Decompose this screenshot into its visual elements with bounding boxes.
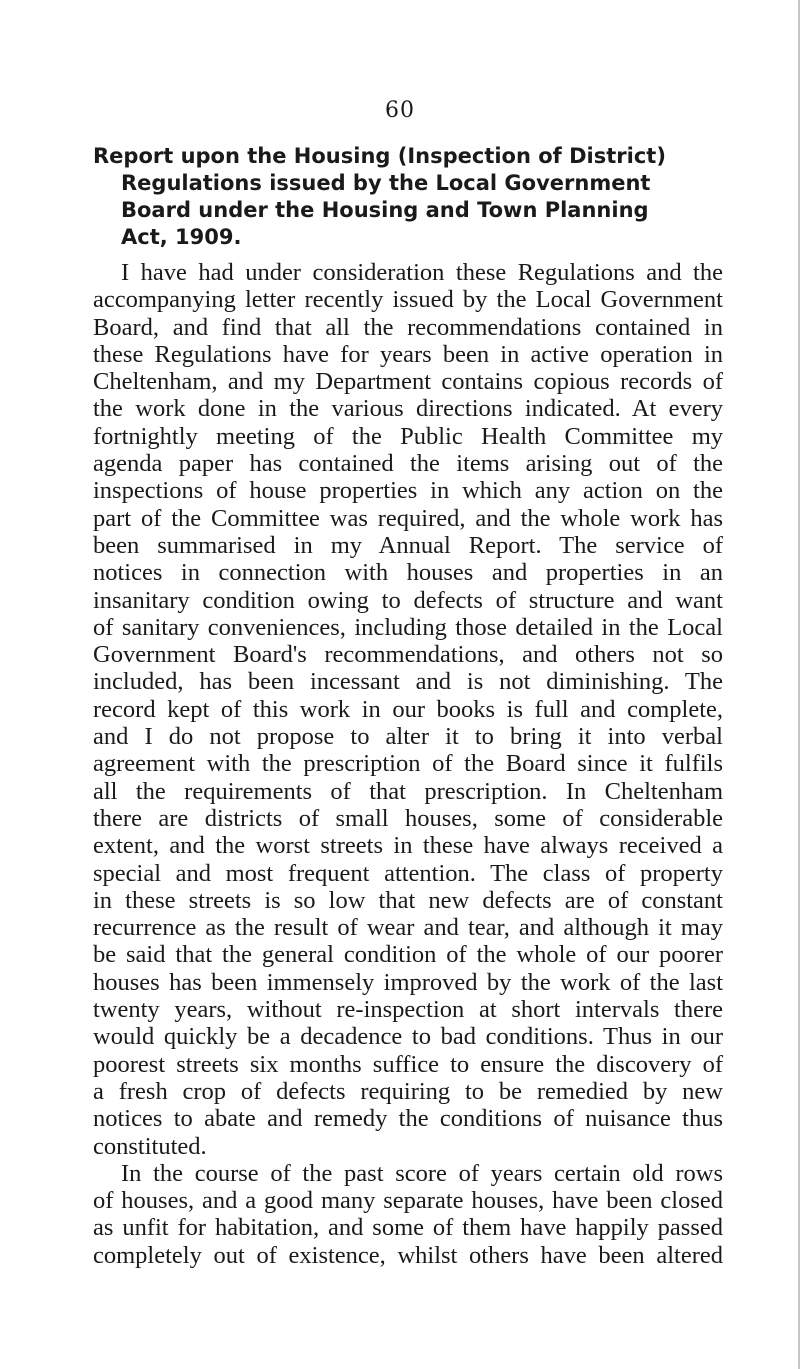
text-line: agreement with the prescription of the Board since it fulfils [93,750,723,778]
paragraph [93,259,723,1160]
text-line: accompanying letter recently issued by the Local Government [93,286,723,314]
heading-line: Regulations issued by the Local Government [121,171,651,195]
text-line: be said that the general condition of the whole of our poorer [93,941,723,969]
paragraph [93,1160,723,1269]
text-line: insanitary condition owing to defects of structure and want [93,586,723,614]
heading-line: Act, 1909. [121,225,242,249]
report-heading [93,143,723,251]
text-line: houses has been immensely improved by the work of the last [93,968,723,996]
text-line: completely out of existence, whilst others have been altered [93,1241,723,1269]
text-line: all the requirements of that prescription. In Cheltenham [93,777,723,805]
text-line: record kept of this work in our books is full and complete, [93,695,723,723]
text-line: twenty years, without re-inspection at short intervals there [93,996,723,1024]
text-line: Board, and find that all the recommendations contained in [93,313,723,341]
heading-line: Report upon the Housing (Inspection of District) [93,144,666,168]
text-line: the work done in the various directions indicated. At every [93,395,723,423]
text-line: extent, and the worst streets in these have always received a [93,832,723,860]
text-line: recurrence as the result of wear and tear, and although it may [93,914,723,942]
text-line: Government Board's recommendations, and others not so [93,641,723,669]
text-line: a fresh crop of defects requiring to be remedied by new [93,1077,723,1105]
text-line: special and most frequent attention. The class of property [93,859,723,887]
text-line: In the course of the past score of years certain old rows [121,1159,723,1187]
text-line: there are districts of small houses, some of considerable [93,804,723,832]
text-line: constituted. [93,1132,207,1160]
text-line: as unfit for habitation, and some of them have happily passed [93,1214,723,1242]
body-text [93,259,723,1269]
text-line: would quickly be a decadence to bad conditions. Thus in our [93,1023,723,1051]
text-line: these Regulations have for years been in active operation in [93,340,723,368]
text-line: fortnightly meeting of the Public Health Committee my [93,422,723,450]
text-line: I have had under consideration these Regulations and the [121,259,723,286]
text-line: of houses, and a good many separate houses, have been closed [93,1187,723,1215]
text-line: poorest streets six months suffice to ensure the discovery of [93,1050,723,1078]
text-line: notices to abate and remedy the conditions of nuisance thus [93,1105,723,1133]
text-line: of sanitary conveniences, including those detailed in the Local [93,613,723,641]
page-number: 60 [385,98,415,123]
text-line: been summarised in my Annual Report. The service of [93,531,723,559]
text-line: inspections of house properties in which any action on the [93,477,723,505]
text-line: in these streets is so low that new defects are of constant [93,886,723,914]
text-line: and I do not propose to alter it to bring it into verbal [93,723,723,751]
text-line: part of the Committee was required, and the whole work has [93,504,723,532]
text-line: included, has been incessant and is not diminishing. The [93,668,723,696]
text-line: agenda paper has contained the items arising out of the [93,450,723,478]
text-line: notices in connection with houses and properties in an [93,559,723,587]
heading-line: Board under the Housing and Town Planning [121,198,649,222]
text-line: Cheltenham, and my Department contains copious records of [93,368,723,396]
